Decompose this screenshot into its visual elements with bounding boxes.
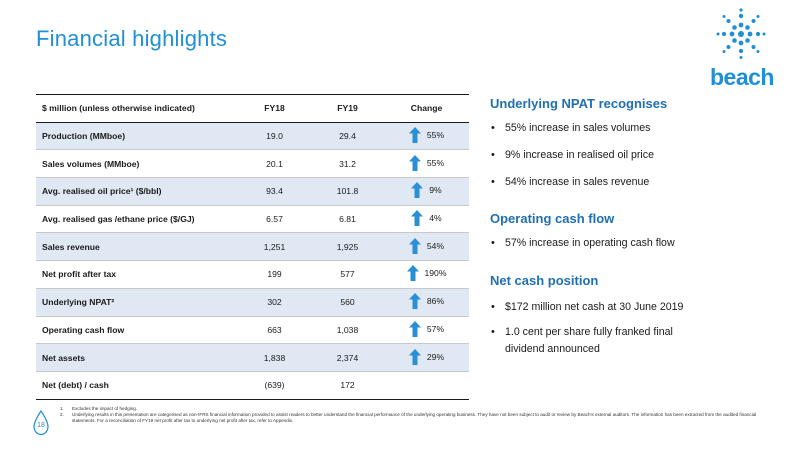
row-label: Underlying NPAT² (42, 297, 115, 308)
column-header: Change (384, 95, 469, 123)
change-indicator (407, 265, 447, 281)
change-value: 57% (426, 323, 445, 334)
change-value: 9% (429, 185, 442, 196)
footnote (60, 412, 780, 424)
change-indicator (411, 210, 441, 226)
column-header: FY19 (311, 95, 384, 123)
change-value: 4% (429, 213, 442, 224)
bullet-list (490, 120, 780, 191)
row-label: Net (debt) / cash (42, 380, 109, 391)
change-indicator (409, 127, 444, 143)
list-item: • 54% increase in sales revenue (490, 174, 780, 191)
list-item: • 9% increase in realised oil price (490, 147, 780, 164)
fy19-value: 31.2 (339, 158, 356, 169)
page-title: Financial highlights (36, 26, 228, 51)
row-label: Avg. realised oil price¹ ($/bbl) (42, 186, 162, 197)
fy19-value: 1,925 (336, 241, 359, 252)
footnotes (60, 406, 780, 424)
row-label: Operating cash flow (42, 324, 125, 335)
table-row (36, 344, 469, 372)
change-value: 55% (426, 157, 445, 168)
footnote-number: 1. (60, 406, 64, 411)
highlights-panel (490, 96, 780, 358)
fy18-value: 19.0 (266, 131, 283, 142)
footnote-number: 2. (60, 412, 64, 417)
change-cell (384, 233, 469, 261)
list-item: • $172 million net cash at 30 June 2019 (490, 299, 780, 316)
fy19-value: 1,038 (336, 324, 359, 335)
fy18-value: 6.57 (266, 214, 283, 225)
row-label: Avg. realised gas /ethane price ($/GJ) (42, 214, 195, 225)
page-number: 18 (37, 422, 45, 429)
table-row (36, 316, 469, 344)
table-body (36, 122, 469, 399)
fy18-value: (639) (264, 380, 285, 391)
fy18-value: 1,838 (263, 352, 286, 363)
fy18-value: 302 (267, 297, 282, 308)
change-cell (384, 122, 469, 150)
list-item: • 57% increase in operating cash flow (490, 235, 780, 252)
table-row (36, 288, 469, 316)
fy18-value: 1,251 (263, 241, 286, 252)
row-label: Production (MMboe) (42, 131, 126, 142)
up-arrow-icon (409, 293, 421, 309)
bullet-list (490, 235, 780, 252)
table-row (36, 178, 469, 206)
change-indicator (409, 321, 444, 337)
fy19-value: 560 (340, 297, 355, 308)
table-row (36, 150, 469, 178)
change-cell (384, 205, 469, 233)
change-cell (384, 178, 469, 206)
fy19-value: 101.8 (336, 186, 359, 197)
fy19-value: 29.4 (339, 131, 356, 142)
change-indicator (411, 182, 441, 198)
up-arrow-icon (409, 321, 421, 337)
fy19-value: 172 (340, 380, 355, 391)
fy18-value: 93.4 (266, 186, 283, 197)
change-cell (384, 316, 469, 344)
change-cell (384, 150, 469, 178)
change-value: 55% (426, 130, 445, 141)
table-row (36, 205, 469, 233)
fy18-value: 199 (267, 269, 282, 280)
change-value: 86% (426, 296, 445, 307)
financial-table (36, 94, 469, 400)
column-header: FY18 (238, 95, 311, 123)
up-arrow-icon (411, 210, 423, 226)
beach-logo (700, 8, 780, 90)
up-arrow-icon (409, 349, 421, 365)
section-heading: Operating cash flow (490, 211, 615, 226)
table-row (36, 233, 469, 261)
change-cell (384, 371, 469, 399)
table-row (36, 122, 469, 150)
change-cell (384, 344, 469, 372)
fy19-value: 6.81 (339, 214, 356, 225)
row-label: Net profit after tax (42, 269, 117, 280)
bullet-list (490, 299, 780, 358)
change-value: 29% (426, 351, 445, 362)
footnote-text: Underlying results in this presentation are categorised as non-IFRS financial information provided to assist readers to better understand the financial performance of the underlying operating business. They have not been subject to audit or review by Beach's external auditors. The information has been extracted from the audited financial statements. For a reconciliation of FY19 net profit after tax to underlying net profit after tax, refer to Appendix. (72, 412, 757, 423)
list-item: • 1.0 cent per share fully franked final dividend announced (490, 324, 705, 358)
section-heading: Net cash position (490, 273, 599, 288)
fy19-value: 577 (340, 269, 355, 280)
table-row (36, 261, 469, 289)
table-row (36, 371, 469, 399)
change-indicator (409, 155, 444, 171)
row-label: Sales revenue (42, 241, 100, 252)
change-cell (384, 288, 469, 316)
fy18-value: 20.1 (266, 158, 283, 169)
up-arrow-icon (411, 182, 423, 198)
logo-wordmark: beach (710, 64, 774, 90)
column-header: $ million (unless otherwise indicated) (36, 95, 238, 123)
row-label: Net assets (42, 352, 85, 363)
change-indicator (409, 349, 444, 365)
sunburst-icon (716, 8, 766, 60)
change-value: 190% (424, 268, 447, 279)
up-arrow-icon (407, 265, 419, 281)
table-header-row (36, 95, 469, 123)
change-indicator (409, 293, 444, 309)
footnote-text: Excludes the impact of hedging. (72, 406, 138, 411)
fy18-value: 663 (267, 324, 282, 335)
fy19-value: 2,374 (336, 352, 359, 363)
up-arrow-icon (409, 127, 421, 143)
up-arrow-icon (409, 155, 421, 171)
row-label: Sales volumes (MMboe) (42, 158, 140, 169)
change-indicator (409, 238, 444, 254)
section-heading: Underlying NPAT recognises (490, 96, 668, 111)
change-cell (384, 261, 469, 289)
list-item: • 55% increase in sales volumes (490, 120, 780, 137)
up-arrow-icon (409, 238, 421, 254)
change-value: 54% (426, 240, 445, 251)
